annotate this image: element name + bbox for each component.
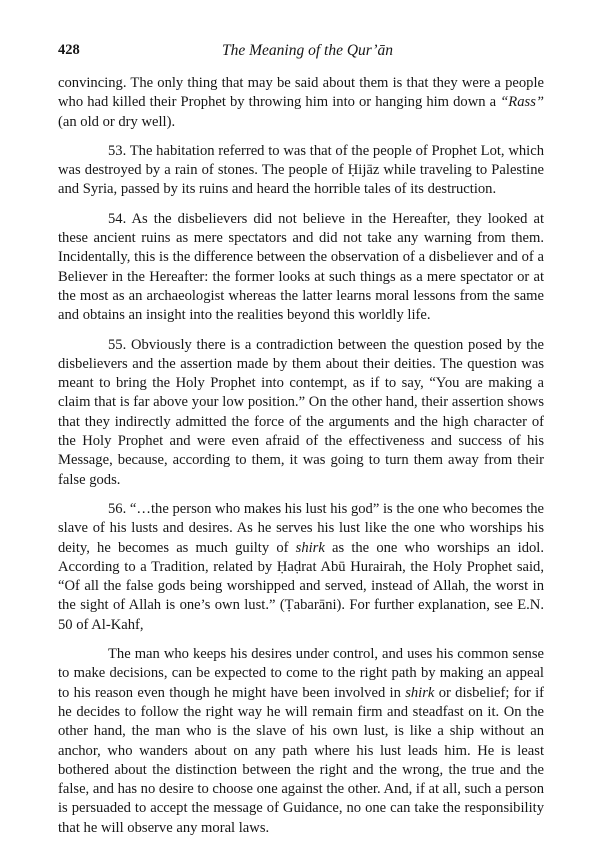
running-title: The Meaning of the Qur’ān: [222, 42, 394, 59]
italic-term: shirk: [295, 539, 325, 556]
text-segment: as the one who worships an idol. According to a Tradition, related by Ḥaḍrat Abū Hurairah, the Holy Prophet said, “Of all the false gods being worshipped and served, instead of Allah, the worst in the sight of Allah is one’s own lust.” (Ṭabarāni). For further explanation, see E.N. 50 of Al-Kahf,: [58, 539, 545, 633]
italic-term: “Rass”: [500, 94, 544, 111]
text-segment: or disbelief; for if he decides to follow the right way he will remain firm and steadfast on it. On the other hand, the man who is the slave of his own lust, is like a ship without an anchor, who wanders about on any path where his lust leads him. He is least bothered about the distinction between the right and the wrong, the true and the false, and has no desire to choose one against the other. And, if at all, such a person is persuaded to accept the message of Guidance, no one can take the responsibility that he will observe any moral laws.: [58, 684, 544, 836]
italic-term: shirk: [405, 684, 435, 701]
text-segment: 56. “…the person who makes his lust his god” is the one who becomes the slave of his lusts and desires. As he serves his lust like the one who worships his deity, he becomes as much guilty of: [58, 500, 544, 556]
note-53: [58, 142, 544, 200]
note-56: [58, 500, 544, 635]
note-54: [58, 210, 544, 326]
note-56-continuation: [58, 645, 544, 838]
page-header: [58, 42, 544, 66]
text-segment: 53. The habitation referred to was that of the people of Prophet Lot, which was destroyed by a rain of stones. The people of Ḥijāz while traveling to Palestine and Syria, passed by its ruins and heard the horrible tales of its destruction.: [58, 142, 544, 198]
note-55: [58, 336, 544, 490]
page-number: 428: [58, 42, 80, 58]
text-segment: convincing. The only thing that may be said about them is that they were a people who had killed their Prophet by throwing him into or hanging him down a: [58, 75, 544, 111]
text-segment: (an old or dry well).: [58, 113, 176, 130]
text-segment: 55. Obviously there is a contradiction between the question posed by the disbelievers and the assertion made by them about their deities. The question was meant to bring the Holy Prophet into contempt, as if to say, “You are making a claim that is far above your low position.” On the other hand, their assertion shows that they indirectly admitted the force of the arguments and the high character of the Holy Prophet and were even afraid of the effectiveness and success of his Message, because, according to them, it was going to turn them away from their false gods.: [58, 336, 544, 488]
text-segment: The man who keeps his desires under control, and uses his common sense to make decisions, can be expected to come to the right path by making an appeal to his reason even though he might have been involved in: [58, 646, 544, 701]
text-segment: 54. As the disbelievers did not believe in the Hereafter, they looked at these ancient ruins as mere spectators and did not take any warning from them. Incidentally, this is the difference between the observation of a disbeliever and of a Believer in the Hereafter: the former looks at such things as a mere spectator or at the most as an archaeologist whereas the latter learns moral lessons from the same and obtains an insight into the realities beyond this worldly life.: [58, 210, 544, 324]
body-text: [58, 74, 544, 838]
paragraph-continuation: [58, 74, 544, 132]
